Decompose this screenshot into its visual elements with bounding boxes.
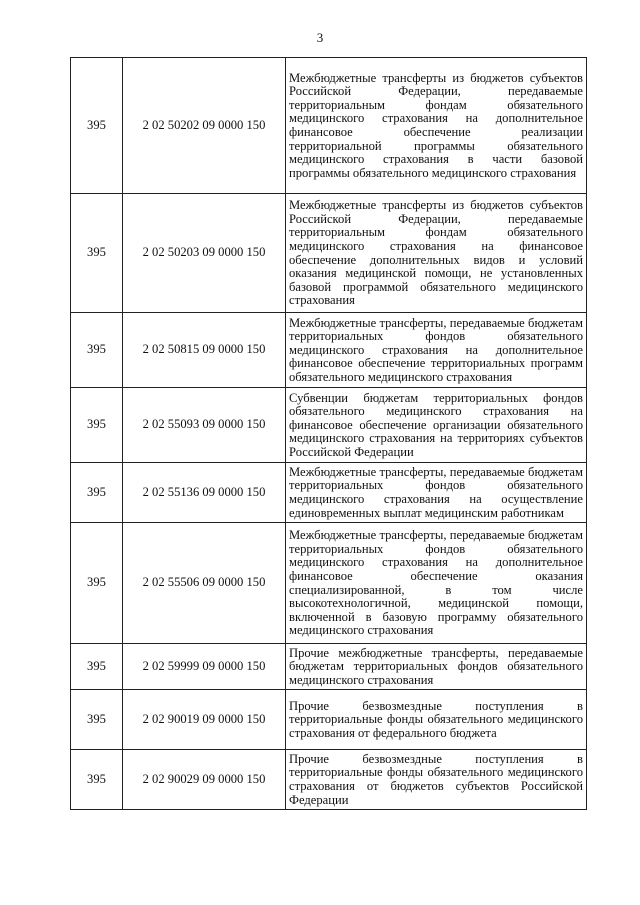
income-name-cell: Прочие межбюджетные трансферты, передаваемые бюджетам территориальных фондов обязательного медицинского страхования <box>286 644 587 690</box>
admin-code-cell: 395 <box>71 750 123 810</box>
table-row <box>71 313 587 388</box>
admin-code-cell: 395 <box>71 690 123 750</box>
budget-classification-table <box>70 57 587 810</box>
admin-code-cell: 395 <box>71 58 123 194</box>
kbk-code-cell: 2 02 90029 09 0000 150 <box>123 750 286 810</box>
admin-code-cell: 395 <box>71 388 123 463</box>
income-name-cell: Межбюджетные трансферты из бюджетов субъектов Российской Федерации, передаваемые территориальным фондам обязательного медицинского страхования на финансовое обеспечение дополнительных видов и условий оказания медицинской помощи, не установленных базовой программой обязательного медицинского страхования <box>286 194 587 313</box>
admin-code-cell: 395 <box>71 644 123 690</box>
income-name-cell: Субвенции бюджетам территориальных фондов обязательного медицинского страхования на финансовое обеспечение организации обязательного медицинского страхования на территориях субъектов Российской Федерации <box>286 388 587 463</box>
kbk-code-cell: 2 02 90019 09 0000 150 <box>123 690 286 750</box>
admin-code-cell: 395 <box>71 313 123 388</box>
table-row <box>71 523 587 644</box>
kbk-code-cell: 2 02 55136 09 0000 150 <box>123 463 286 523</box>
page-number: 3 <box>316 30 324 45</box>
table-row <box>71 463 587 523</box>
kbk-code-cell: 2 02 59999 09 0000 150 <box>123 644 286 690</box>
kbk-code-cell: 2 02 50815 09 0000 150 <box>123 313 286 388</box>
income-name-cell: Межбюджетные трансферты, передаваемые бюджетам территориальных фондов обязательного медицинского страхования на дополнительное финансовое обеспечение территориальных программ обязательного медицинского страхования <box>286 313 587 388</box>
income-name-cell: Межбюджетные трансферты, передаваемые бюджетам территориальных фондов обязательного медицинского страхования на дополнительное финансовое обеспечение оказания специализированной, в том числе высокотехнологичной, медицинской помощи, включенной в базовую программу обязательного медицинского страхования <box>286 523 587 644</box>
admin-code-cell: 395 <box>71 463 123 523</box>
income-name-cell: Межбюджетные трансферты из бюджетов субъектов Российской Федерации, передаваемые территориальным фондам обязательного медицинского страхования на дополнительное финансовое обеспечение реализации территориальной программы обязательного медицинского страхования в части базовой программы обязательного медицинского страхования <box>286 58 587 194</box>
kbk-code-cell: 2 02 50203 09 0000 150 <box>123 194 286 313</box>
table-row <box>71 750 587 810</box>
income-name-cell: Межбюджетные трансферты, передаваемые бюджетам территориальных фондов обязательного медицинского страхования на осуществление единовременных выплат медицинским работникам <box>286 463 587 523</box>
table-row <box>71 644 587 690</box>
table-row <box>71 690 587 750</box>
kbk-code-cell: 2 02 50202 09 0000 150 <box>123 58 286 194</box>
admin-code-cell: 395 <box>71 194 123 313</box>
income-name-cell: Прочие безвозмездные поступления в территориальные фонды обязательного медицинского страхования от бюджетов субъектов Российской Федерации <box>286 750 587 810</box>
admin-code-cell: 395 <box>71 523 123 644</box>
table-row <box>71 58 587 194</box>
table-row <box>71 194 587 313</box>
income-name-cell: Прочие безвозмездные поступления в территориальные фонды обязательного медицинского страхования от федерального бюджета <box>286 690 587 750</box>
table-row <box>71 388 587 463</box>
kbk-code-cell: 2 02 55506 09 0000 150 <box>123 523 286 644</box>
kbk-code-cell: 2 02 55093 09 0000 150 <box>123 388 286 463</box>
